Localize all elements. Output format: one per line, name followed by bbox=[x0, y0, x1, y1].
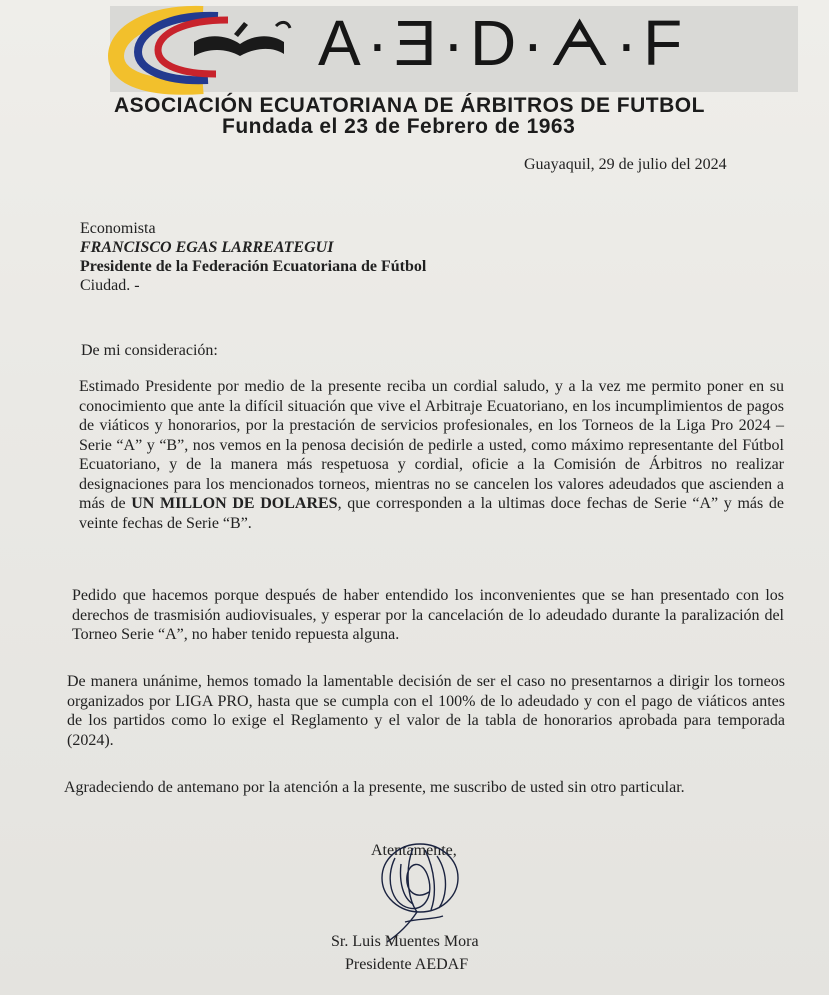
amount-owed: UN MILLON DE DOLARES bbox=[131, 495, 338, 512]
recipient-city: Ciudad. - bbox=[80, 277, 140, 294]
body-paragraph-2: Pedido que hacemos porque después de haber entendido los inconvenientes que se han presentado con los derechos de trasmisión audiovisuales, y esperar por la cancelación de lo adeudado durante la paralización del Torneo Serie “A”, no haber tenido repuesta alguna. bbox=[72, 587, 784, 643]
signer-title: Presidente AEDAF bbox=[345, 956, 469, 973]
association-name: ASOCIACIÓN ECUATORIANA DE ÁRBITROS DE FUTBOL bbox=[114, 94, 705, 117]
closing: Atentamente, bbox=[371, 842, 457, 859]
paragraph-1-text: Estimado Presidente por medio de la presente reciba un cordial saludo, y a la vez me permito poner en su conocimiento que ante la difícil situación que vive el Arbitraje Ecuatoriano, en los incumplimientos de pagos de viáticos y honorarios, por la prestación de servicios profesionales, en los Torneos de la Liga Pro 2024 – Serie “A” y “B”, nos vemos en la penosa decisión de pedirle a usted, como máximo representante del Fútbol Ecuatoriano, y de la manera más respetuosa y cordial, oficie a la Comisión de Árbitros no realizar designaciones para los mencionados torneos, mientras no se cancelen los valores adeudados que ascienden a más de bbox=[79, 378, 784, 512]
letterhead-brand: A·Ǝ·D·ᗅ·F bbox=[318, 7, 689, 79]
recipient-name: FRANCISCO EGAS LARREATEGUI bbox=[80, 239, 334, 256]
signer-name: Sr. Luis Muentes Mora bbox=[331, 933, 479, 950]
body-paragraph-3: De manera unánime, hemos tomado la lamentable decisión de ser el caso no presentarnos a dirigir los torneos organizados por LIGA PRO, hasta que se cumpla con el 100% de lo adeudado y con el pago de viáticos antes de los partidos como lo exige el Reglamento y el valor de la tabla de honorarios aprobada para temporada (2024). bbox=[67, 673, 785, 749]
founded-line: Fundada el 23 de Febrero de 1963 bbox=[222, 115, 576, 138]
recipient-title: Presidente de la Federación Ecuatoriana de Fútbol bbox=[80, 258, 427, 275]
handwritten-signature bbox=[365, 838, 475, 946]
date-line: Guayaquil, 29 de julio del 2024 bbox=[524, 156, 727, 173]
recipient-block bbox=[80, 219, 426, 295]
body-paragraph-1 bbox=[79, 377, 784, 533]
body-paragraph-4: Agradeciendo de antemano por la atención a la presente, me suscribo de usted sin otro particular. bbox=[64, 779, 685, 796]
paragraph-1-end: , que corresponden a la ultimas doce fechas de Serie “A” y más de veinte fechas de Serie “B”. bbox=[79, 495, 785, 532]
aedaf-logo bbox=[108, 4, 298, 96]
salutation: De mi consideración: bbox=[81, 342, 218, 359]
recipient-prefix: Economista bbox=[80, 220, 156, 237]
